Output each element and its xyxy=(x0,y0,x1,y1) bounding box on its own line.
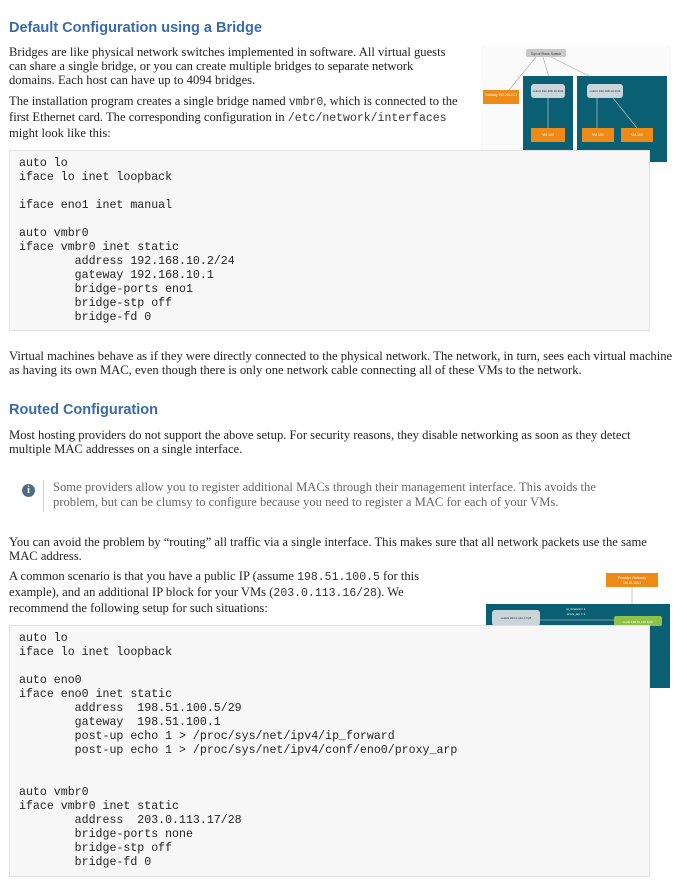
bridge-install-text-b: , which is connected to the first Ethernet card. The corresponding configuration in xyxy=(9,94,458,124)
note-text: Some providers allow you to register additional MACs through their management interface. This avoids the problem, but can be clumsy to configure because you need to register a MAC for each of your VMs. xyxy=(53,480,596,509)
bridge-install-text-c: might look like this: xyxy=(9,126,111,140)
ip-forward-label: ip_forward = 1 xyxy=(566,607,586,611)
bridge-install-text-a: The installation program creates a single bridge named xyxy=(9,94,289,108)
public-ip-text-b: for this example), and an additional IP block for your VMs ( xyxy=(9,569,420,599)
routed-vmbr0-label: vmbr0 203.0.113.17/28 xyxy=(500,616,532,620)
routed-intro-paragraph: Most hosting providers do not support the above setup. For security reasons, they disable networking as soon as they detect multiple MAC addresses on a single interface. xyxy=(9,428,631,456)
interfaces-path-code: /etc/network/interfaces xyxy=(287,112,447,125)
vm101-label: VM 101 xyxy=(592,133,604,137)
bridge-vm-paragraph: Virtual machines behave as if they were directly connected to the physical network. The network, in turn, sees each virtual machine as having its own MAC, even though there is only one network cable connecting all of these VMs to the network. xyxy=(9,349,673,377)
vm100-label: VM 100 xyxy=(542,133,554,137)
info-icon: i xyxy=(22,484,35,497)
routed-config-code-block: auto lo iface lo inet loopback auto eno0 iface eno0 inet static address 198.51.100.5/29 gateway 198.51.100.1 post-up echo 1 > /proc/sys/net/ipv4/ip_forward post-up echo 1 > /proc/sys/net/ipv4/conf/eno0/proxy_arp auto vmbr0 iface vmbr0 inet static address 203.0.113.17/28 bridge-ports none bridge-stp off bridge-fd 0 xyxy=(9,625,650,877)
public-ip-code: 198.51.100.5 xyxy=(297,571,380,584)
public-ip-text-c: ). We recommend the following setup for such situations: xyxy=(9,585,404,615)
gateway-label: Gateway 192.168.10.1 xyxy=(484,93,518,97)
bridge-name-code: vmbr0 xyxy=(288,96,324,109)
public-ip-text-a: A common scenario is that you have a public IP (assume xyxy=(9,569,298,583)
bridge-config-code-block: auto lo iface lo inet loopback iface eno1 inet manual auto vmbr0 iface vmbr0 inet static address 192.168.10.2/24 gateway 192.168.10.1 bridge-ports eno1 bridge-stp off bridge-fd 0 xyxy=(9,150,650,331)
bridge-network-diagram xyxy=(481,46,671,164)
ip-block-code: 203.0.113.16/28 xyxy=(273,587,377,600)
proxy-arp-label: proxy_arp = 1 xyxy=(566,612,586,616)
public-ip-paragraph xyxy=(9,569,449,615)
vm102-label: VM 102 xyxy=(631,133,643,137)
switch-label: Top of Rack Switch xyxy=(530,52,562,56)
provider-gateway-label: Provider Gateway xyxy=(617,576,647,580)
routed-section-heading: Routed Configuration xyxy=(9,402,159,418)
provider-note xyxy=(9,480,669,516)
bridge-section-heading: Default Configuration using a Bridge xyxy=(9,20,262,36)
node1-bridge-label: vmbr0 192.168.10.2/24 xyxy=(532,89,564,93)
eno0-nic-label: eno0 198.51.100.5/29 xyxy=(623,620,653,624)
routing-paragraph: You can avoid the problem by “routing” all traffic via a single interface. This makes sure that all network packets use the same MAC address. xyxy=(9,535,647,563)
bridge-intro-paragraph: Bridges are like physical network switches implemented in software. All virtual guests can share a single bridge, or you can create multiple bridges to separate network domains. Each host can have up to 4094 bridges. xyxy=(9,45,446,87)
bridge-install-paragraph xyxy=(9,94,469,140)
note-divider xyxy=(43,480,44,512)
provider-gateway-ip: 198.51.100.1 xyxy=(622,581,642,585)
node2-bridge-label: vmbr0 192.168.10.3/24 xyxy=(589,89,621,93)
